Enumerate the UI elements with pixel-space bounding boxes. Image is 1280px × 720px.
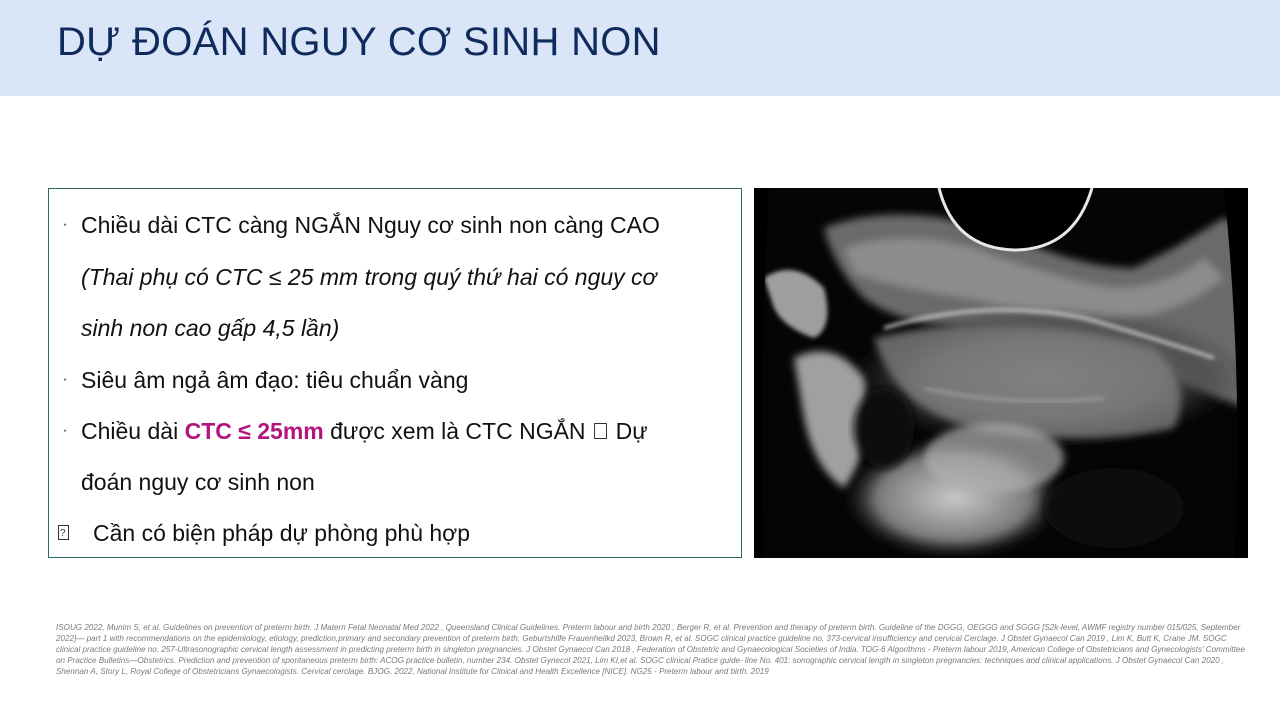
- ultrasound-image: [754, 188, 1248, 558]
- bullet-dot: ·: [62, 216, 68, 233]
- line5-after2: Dự: [591, 418, 624, 444]
- line5-after: được xem là CTC NGẮN: [323, 418, 592, 444]
- references-text: ISOUG 2022, Munim S, et al. Guidelines on prevention of preterm birth. J Matern Fetal Neonatal Med 2022 , Queensland Clinical Guidelines. Preterm labour and birth 2020 , Berger R, et al. Prevention and therapy of preterm birth. Guideline of the DGGG, OEGGG and SGGG [S2k-level, AWMF registry number 015/025, September 2022]— part 1 with recommendations on the epidemiology, etiology, prediction,primary and secondary prevention of preterm birth. Geburtshilfe Frauenheilkd 2023, Brown R, et al. SOGC clinical practice guideline no. 373-cervical insufficiency and cervical Cerclage. J Obstet Gynaecol Can 2019 , Lim K, Butt K, Crane JM. SOGC clinical practice guideline no. 257-Ultrasonographic cervical length assessment in predicting preterm birth in singleton pregnancies. J Obstet Gynaecol Can 2018 , Federation of Obstetric and Gynaecological Societies of India. TOG-6 Algorithms - Preterm labour 2019, American College of Obstetricians and Gynecologists' Committee on Practice Bulletins—Obstetrics. Prediction and prevention of spontaneous preterm birth: ACOG practice bulletin, number 234. Obstet Gynecol 2021, Lim KI,et al. SOGC clinical Pratice guide- line No. 401: sonographic cervical length in singleton pregnancies: techniques and clinical applications. J Obstet Gynaecol Can 2020 , Shennan A, Story L, Royal College of Obstetricians Gynaecologists. Cervical cerclage. BJOG. 2022, National Institute for Clinical and Health Excellence [NICE]. NG25 - Preterm labour and birth. 2019: [56, 623, 1245, 676]
- bullet-dot: ·: [62, 422, 68, 439]
- arrow-glyph: [592, 418, 609, 444]
- slide-title: DỰ ĐOÁN NGUY CƠ SINH NON: [57, 20, 661, 64]
- line5-before: Chiều dài: [81, 418, 185, 444]
- line1-before: Chiều dài CTC càng NGẮN: [81, 212, 368, 238]
- bullet-dot: ·: [62, 371, 68, 388]
- line1-after: Nguy cơ sinh non càng CAO: [367, 212, 660, 238]
- title-bar: [0, 0, 1280, 96]
- arrow-box-icon: [58, 525, 69, 540]
- content-box: · Chiều dài CTC càng NGẮN Nguy cơ sinh non càng CAO (Thai phụ có CTC ≤ 25 mm trong quý thứ hai có nguy cơ sinh non cao gấp 4,5 lần) · Siêu âm ngả âm đạo: tiêu chuẩn vàng · Chiều dài CTC ≤ 25mm được xem là CTC NGẮN Dự đoán nguy cơ sinh non ? Cần có biện pháp dự phòng phù hợp: [48, 188, 742, 558]
- ultrasound-picture: [754, 188, 1248, 558]
- highlight-text: CTC ≤ 25mm: [184, 418, 324, 444]
